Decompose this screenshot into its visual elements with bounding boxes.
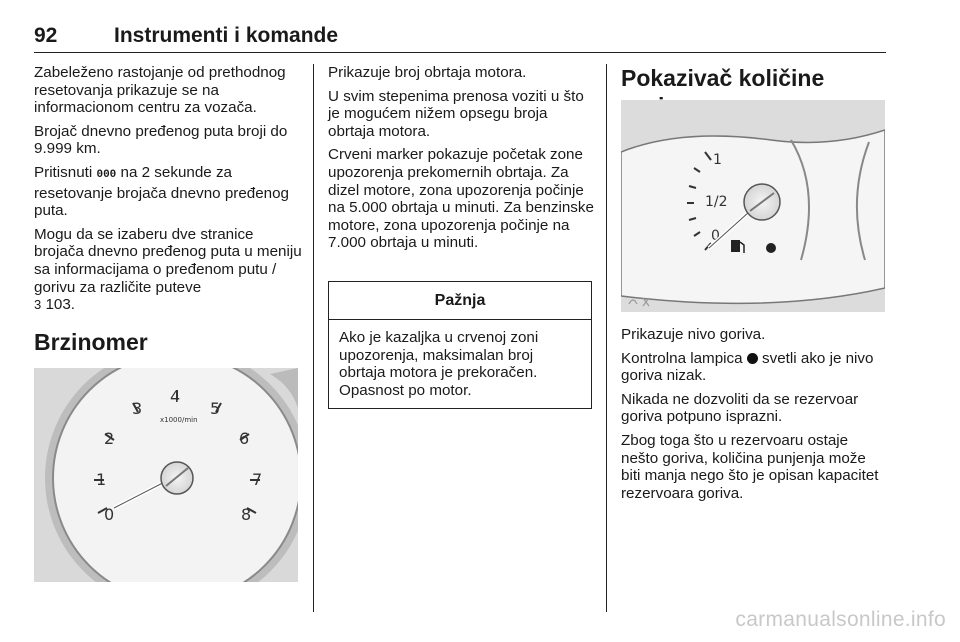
page-header <box>34 24 886 53</box>
paragraph: Prikazuje broj obrtaja motora. <box>328 64 527 81</box>
fuel-label-half: 1/2 <box>705 194 728 210</box>
paragraph: Pritisnuti 000 na 2 sekunde za resetovanje brojača dnevno pređenog puta. <box>34 163 289 220</box>
paragraph: Prikazuje nivo goriva. <box>621 326 766 343</box>
paragraph: U svim stepenima prenosa voziti u što je mogućem nižem opsegu broja obrtaja motora. <box>328 87 584 140</box>
tach-label-2: 2 <box>104 429 115 448</box>
notice-title: Pažnja <box>329 282 591 320</box>
tach-label-1: 1 <box>96 470 107 489</box>
chapter-title: Instrumenti i komande <box>114 24 339 47</box>
tach-label-3: 3 <box>132 399 143 418</box>
column-left <box>34 64 302 356</box>
paragraph: Mogu da se izaberu dve stranice brojača dnevno pređenog puta u meniju sa informacijama o pređenom putu / gorivu za različite puteve 3 103. <box>34 225 302 314</box>
column-right-text <box>621 326 889 508</box>
warning-dot-icon <box>747 353 758 364</box>
footer-watermark: carmanualsonline.info <box>735 608 946 631</box>
column-middle <box>328 64 594 258</box>
paragraph: Brojač dnevno pređenog puta broji do 9.999 km. <box>34 122 288 158</box>
tach-label-4: 4 <box>170 387 181 406</box>
section-heading: Pokazivač količine <box>621 65 825 91</box>
tach-label-7: 7 <box>252 470 263 489</box>
reset-button-symbol: 000 <box>96 168 117 181</box>
page-reference-link[interactable]: 103. <box>45 296 76 314</box>
tach-label-6: 6 <box>239 429 250 448</box>
paragraph: Zbog toga što u rezervoaru ostaje nešto goriva, količina punjenja može biti manja nego što je opisan kapacitet rezervoara goriva. <box>621 431 879 502</box>
tachometer-figure <box>34 368 298 582</box>
paragraph: Zabeleženo rastojanje od prethodnog resetovanja prikazuje se na informacionom centru za vozača. <box>34 64 286 117</box>
tach-label-8: 8 <box>241 505 252 524</box>
paragraph: Crveni marker pokazuje početak zone upozorenja prekomernih obrtaja. Za dizel motore, zona upozorenja počinje na 5.000 obrtaja u minuti. Za benzinske motore, zona upozorenja počinje na 7.000 obrtaja u minuti. <box>328 146 594 252</box>
notice-body: Ako je kazaljka u crvenoj zoni upozorenja, maksimalan broj obrtaja motora je prekoračen. Opasnost po motor. <box>339 329 539 399</box>
fuel-label-full: 1 <box>713 152 722 168</box>
arrow-ref-icon: 3 <box>34 297 42 313</box>
column-divider <box>313 64 314 612</box>
fuel-gauge-figure <box>621 100 885 312</box>
column-divider <box>606 64 607 612</box>
section-heading: Brzinomer <box>34 328 148 355</box>
caution-notice <box>328 281 592 409</box>
fuel-label-empty: 0 <box>711 228 720 244</box>
paragraph: Nikada ne dozvoliti da se rezervoar goriva potpuno isprazni. <box>621 390 859 426</box>
low-fuel-warning-icon <box>766 243 776 253</box>
tach-label-0: 0 <box>104 505 115 524</box>
tach-label-5: 5 <box>210 399 221 418</box>
page-number: 92 <box>34 24 58 47</box>
tach-unit: x1000/min <box>160 416 198 424</box>
paragraph: Kontrolna lampica svetli ako je nivo goriva nizak. <box>621 349 874 385</box>
